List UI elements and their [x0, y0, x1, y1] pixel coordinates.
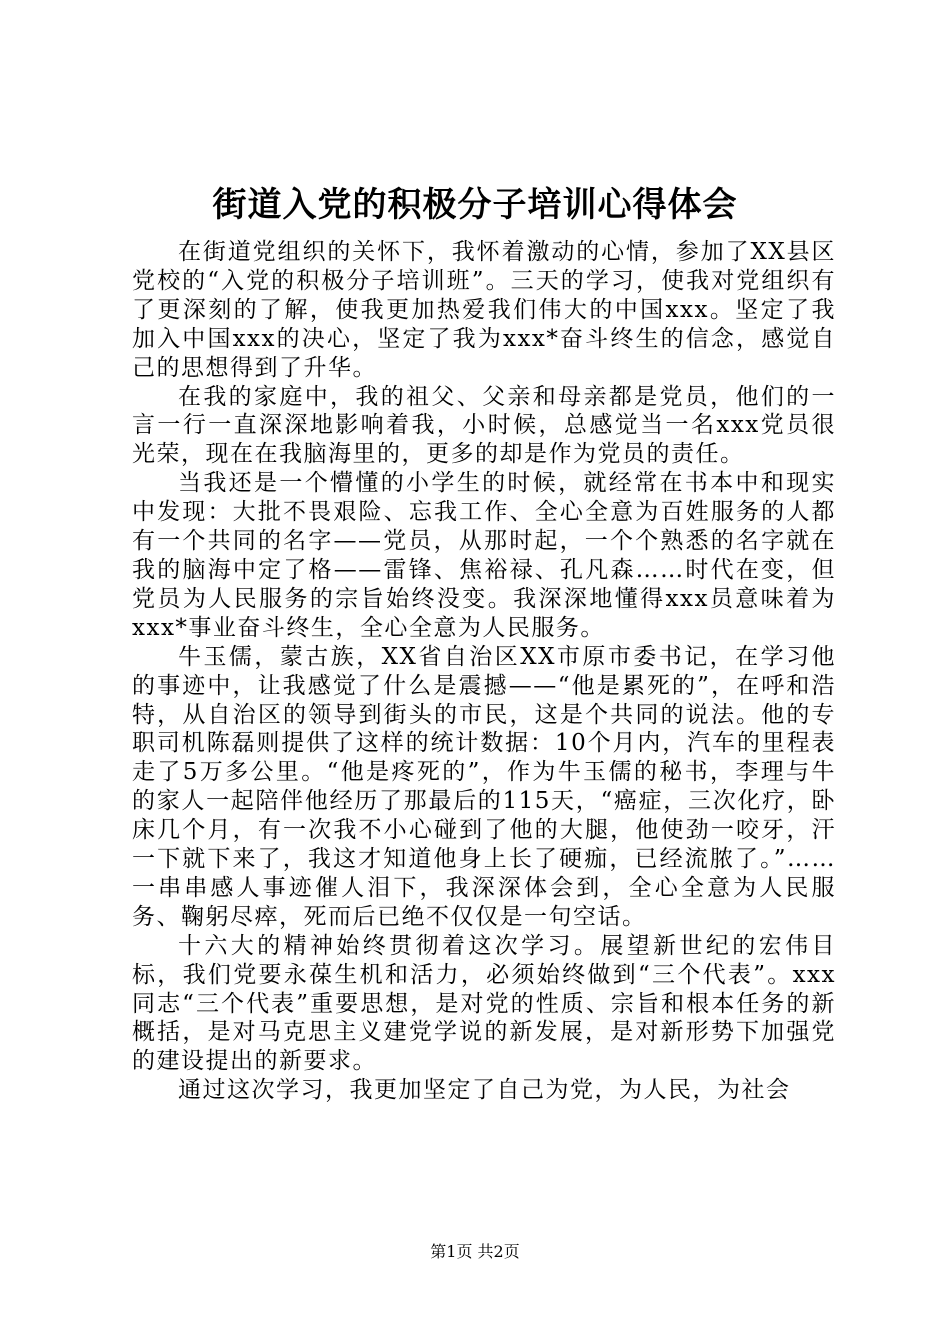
- page-number-footer: 第1页 共2页: [430, 1242, 520, 1261]
- paragraph: 通过这次学习，我更加坚定了自己为党，为人民，为社会: [178, 1077, 791, 1104]
- paragraph: 在我的家庭中，我的祖父、父亲和母亲都是党员，他们的一言一行一直深深地影响着我，小时候，总感觉当一名xxx党员很光荣，现在在我脑海里的，更多的却是作为党员的责任。: [132, 383, 836, 468]
- document-title: 街道入党的积极分子培训心得体会: [212, 185, 738, 225]
- paragraph: 在街道党组织的关怀下，我怀着激动的心情，参加了XX县区党校的“入党的积极分子培训班”。三天的学习，使我对党组织有了更深刻的了解，使我更加热爱我们伟大的中国xxx。坚定了我加入中国xxx的决心，坚定了我为xxx*奋斗终生的信念，感觉自己的思想得到了升华。: [132, 239, 836, 381]
- paragraph: 十六大的精神始终贯彻着这次学习。展望新世纪的宏伟目标，我们党要永葆生机和活力，必须始终做到“三个代表”。xxx同志“三个代表”重要思想，是对党的性质、宗旨和根本任务的新概括，是对马克思主义建党学说的新发展，是对新形势下加强党的建设提出的新要求。: [132, 932, 836, 1075]
- paragraph: 牛玉儒，蒙古族，XX省自治区XX市原市委书记，在学习他的事迹中，让我感觉了什么是震撼——“他是累死的”，在呼和浩特，从自治区的领导到街头的市民，这是个共同的说法。他的专职司机陈磊则提供了这样的统计数据：10个月内，汽车的里程表走了5万多公里。“他是疼死的”，作为牛玉儒的秘书，李理与牛的家人一起陪伴他经历了那最后的115天，“癌症，三次化疗，卧床几个月，有一次我不小心碰到了他的大腿，他使劲一咬牙，汗一下就下来了，我这才知道他身上长了硬痂，已经流脓了。”……一串串感人事迹催人泪下，我深深体会到，全心全意为人民服务、鞠躬尽瘁，死而后已绝不仅仅是一句空话。: [132, 643, 836, 930]
- document-body: [132, 238, 836, 1105]
- paragraph: 当我还是一个懵懂的小学生的时候，就经常在书本中和现实中发现：大批不畏艰险、忘我工作、全心全意为百姓服务的人都有一个共同的名字——党员，从那时起，一个个熟悉的名字就在我的脑海中定了格——雷锋、焦裕禄、孔凡森……时代在变，但党员为人民服务的宗旨始终没变。我深深地懂得xxx员意味着为xxx*事业奋斗终生，全心全意为人民服务。: [132, 470, 836, 641]
